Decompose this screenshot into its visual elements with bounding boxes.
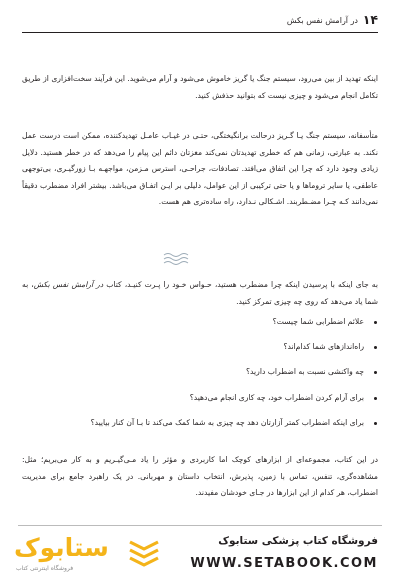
list-item: راه‌اندازهای شما کدام‌اند؟ <box>22 339 378 356</box>
paragraph-1 <box>22 71 378 104</box>
paragraph-4 <box>22 452 378 502</box>
footer-rule <box>18 525 382 526</box>
page-number: ۱۴ <box>362 12 378 27</box>
book-stack-logo-icon <box>126 534 162 570</box>
store-url[interactable]: WWW.SETABOOK.COM <box>190 556 378 571</box>
wave-divider-icon <box>0 250 400 268</box>
store-title: فروشگاه کتاب پزشکی ستابوک <box>218 535 378 547</box>
store-footer <box>0 525 400 587</box>
bullet-dot-icon <box>374 397 377 400</box>
paragraph-3 <box>22 277 378 310</box>
paragraph-2 <box>22 128 378 211</box>
paragraph-1-text: اینکه تهدید از بین می‌رود، سیستم جنگ یا گریز خاموش می‌شود و آرام می‌شوید. این فرآیند سخت‌افزاری از طریق تکامل انجام می‌شود و چیزی نیست که بتوانید حذفش کنید. <box>22 74 378 100</box>
paragraph-3-tail: ، به شما یاد می‌دهد که روی چه چیزی تمرکز کنید. <box>22 280 378 306</box>
paragraph-2-text: متأسفانه، سیستم جنگ یـا گـریز درحالت برانگیختگی، حتـی در غیـاب عامـل تهدیدکننده، ممکن است درست عمل نکند. به عبارتی، زمانی هم که خطری تهدیدتان نمی‌کند مغزتان دائم این پیام را می‌دهد که در خطر هستید. دلایل زیادی وجود دارد که چرا این اتفاق می‌افتد. تصادفات، جراحـی، استرس مـزمن، مواجهـه بـا زورگیـری، بی‌توجهی عاطفی، یا سایر تروماها و یا حتی ترکیبی از این عوامل، دلیلی بر ایـن اتفـاق می‌باشد. بیشتر افراد مضطرب دقیقاً نمی‌دانند کـه چـرا مضـطربند. اشـکالی نـدارد، راه ساده‌تری هم هست. <box>22 131 378 206</box>
list-item: چه واکنشی نسبت به اضطراب دارید؟ <box>22 364 378 381</box>
list-item: برای آرام کردن اضطراب خود، چه کاری انجام می‌دهید؟ <box>22 390 378 407</box>
list-item: برای اینکه اضطراب کمتر آزارتان دهد چه چیزی به شما کمک می‌کند تا بـا آن کنار بیایید؟ <box>22 415 378 432</box>
question-list <box>22 314 378 432</box>
logo-subtitle: فروشگاه اینترنتی کتاب <box>16 565 74 572</box>
logo-text: ستابوک <box>14 533 109 562</box>
paragraph-3-lead: به جای اینکه با پرسیدن اینکه چرا مضطرب هستید، حـواس خـود را پـرت کنیـد، کتاب <box>106 280 378 289</box>
bullet-dot-icon <box>374 422 377 425</box>
running-title: در آرامش نفس بکش <box>286 16 358 25</box>
header-rule <box>22 32 378 33</box>
paragraph-3-text <box>22 277 378 310</box>
page-header <box>22 12 378 30</box>
store-logo[interactable] <box>14 533 164 575</box>
bullet-dot-icon <box>374 371 377 374</box>
book-title-italic: در آرامش نفس بکش <box>33 280 104 289</box>
bullet-dot-icon <box>374 346 377 349</box>
bullet-dot-icon <box>374 321 377 324</box>
paragraph-4-text: در این کتاب، مجموعه‌ای از ابزارهای کوچک اما کاربردی و مؤثر را یاد مـی‌گیـریم و به کار می‌بریم؛ مثل: مشاهده‌گری، تنفس، تماس با زمین، پذیرش، انتخاب داستان و مهربانی. در یک راهبرد جامع برای مدیریت اضطراب، هر کدام از این ابزارها در جـای خودشان مفیدند. <box>22 455 378 497</box>
list-item: علائم اضطرابی شما چیست؟ <box>22 314 378 331</box>
